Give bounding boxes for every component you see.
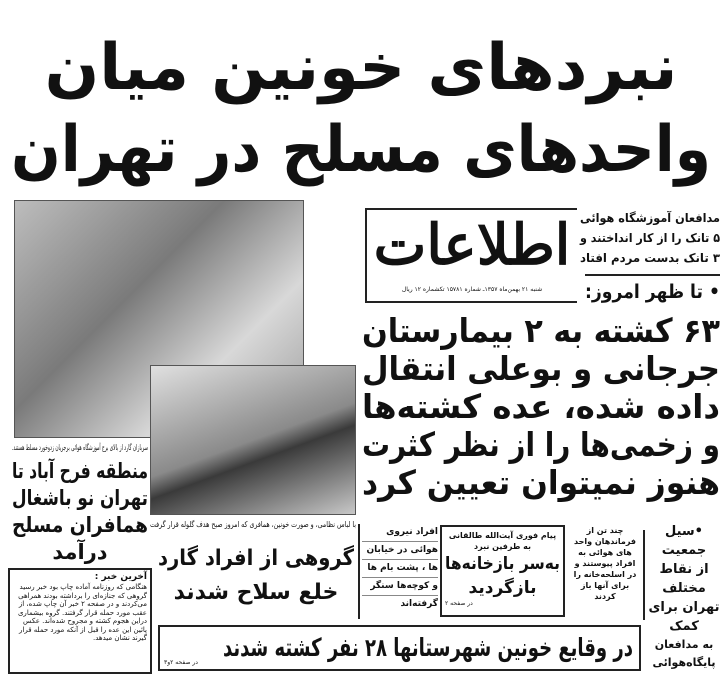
main-story-line: هنوز نمیتوان تعیین کرد bbox=[361, 463, 720, 502]
divider bbox=[585, 274, 720, 276]
note-line: مختلف bbox=[662, 581, 706, 596]
note-line: افراد نیروی bbox=[362, 524, 438, 542]
left-headline-line: منطقه فرح آباد تا bbox=[12, 459, 149, 483]
main-story bbox=[362, 312, 720, 502]
note-line: از نقاط bbox=[659, 562, 709, 577]
headline-line2: واحدهای مسلح در تهران bbox=[10, 113, 711, 187]
bottom-banner-ref: در صفحه ۲و۳ bbox=[164, 659, 198, 666]
note-line: تهران برای bbox=[648, 600, 720, 615]
note-line: چند تن از bbox=[586, 526, 624, 535]
main-story-line: جرجانی و بوعلی انتقال bbox=[361, 349, 720, 388]
sidebar-line: ۵ تانک را از کار انداختند و bbox=[579, 231, 720, 245]
taleghani-title: به‌سر بازخانه‌ها bbox=[445, 554, 560, 574]
taleghani-box bbox=[440, 525, 565, 617]
sidebar-line: ۳ تانک بدست مردم افتاد bbox=[580, 251, 720, 265]
photo1-caption: سربازان گارد از بالای برج آموزشگاه هوائی برجریان زدوخورد مسلط هستند. bbox=[12, 443, 149, 452]
guard-headline-line: گروهی از افراد گارد bbox=[157, 546, 354, 571]
main-story-line: و زخمی‌ها را از نظر کثرت bbox=[362, 425, 720, 464]
latest-body: هنگامی که روزنامه آماده چاپ بود خبر رسید گروهی که جنازه‌ای را برداشته بودند همراهی می‌کردند و در صفحه ۲ خبر آن چاپ شده، از عقب مورد حمله قرار گرفتند. گروه بیشماری دراین هجوم کشته و مجروح شده‌اند. عکس پائین این عده را قبل از آنکه مورد حمله قرار گیرند نشان میدهد. bbox=[17, 583, 147, 642]
taleghani-title: بازگردید bbox=[468, 578, 537, 598]
masthead-dateline: شنبه ۲۱ بهمن‌ماه ۱۳۵۷ـ شماره ۱۵۷۸۱ تکشماره ۱۲ ریال bbox=[401, 286, 543, 293]
note-line: کردند bbox=[594, 592, 616, 601]
airforce-note bbox=[362, 524, 438, 613]
note-line: •سیل bbox=[664, 524, 703, 539]
sidebar-top bbox=[580, 208, 720, 268]
commanders-note bbox=[569, 525, 641, 602]
taleghani-ref: در صفحه ۲ bbox=[445, 600, 473, 607]
main-story-line: داده شده، عده کشته‌ها bbox=[361, 387, 720, 426]
flood-note bbox=[648, 522, 720, 672]
note-line: کمک bbox=[669, 619, 699, 634]
note-line: گرفته‌اند bbox=[400, 599, 438, 609]
bottom-banner-text: در وقایع خونین شهرستانها ۲۸ نفر کشته شدند bbox=[222, 633, 633, 662]
note-line: هوائی در خیابان bbox=[362, 542, 438, 560]
note-line: برای آنها باز bbox=[580, 581, 630, 590]
divider bbox=[643, 530, 645, 620]
taleghani-kicker: به طرفین نبرد bbox=[474, 542, 531, 551]
photo-wounded-airman bbox=[150, 365, 356, 515]
note-line: های هوائی به bbox=[578, 548, 632, 557]
guard-headline-line: خلع سلاح شدند bbox=[173, 580, 339, 605]
masthead-title: اطلاعات bbox=[373, 212, 571, 278]
main-story-line: ۶۳ کشته به ۲ بیمارستان bbox=[361, 311, 720, 350]
sidebar-line: مدافعان آموزشگاه هوائی bbox=[580, 211, 720, 225]
taleghani-kicker: پیام فوری آیت‌الله طالقانی bbox=[448, 531, 557, 540]
note-line: در اسلحه‌خانه را bbox=[573, 570, 637, 579]
headline-line1: نبردهای خونین میان bbox=[44, 31, 678, 105]
masthead bbox=[365, 208, 577, 303]
left-headline-line: تهران نو باشغال bbox=[11, 486, 148, 510]
divider bbox=[358, 524, 360, 619]
note-line: جمعیت bbox=[661, 543, 707, 558]
note-line: پایگاه‌هوائی bbox=[652, 656, 716, 669]
note-line: به مدافعان bbox=[654, 638, 714, 651]
noon-label: • تا ظهر امروز: bbox=[585, 281, 720, 303]
note-line: و کوچه‌ها سنگر bbox=[362, 578, 438, 596]
photo2-caption: با لباس نظامی، و صورت خونین، همافری که امروز صبح هدف گلوله قرار گرفت bbox=[149, 520, 356, 529]
guard-headline bbox=[158, 542, 354, 610]
left-headline bbox=[12, 458, 148, 566]
note-line: افراد پیوستند و bbox=[574, 559, 636, 568]
left-headline-line: همافران مسلح bbox=[12, 513, 148, 537]
latest-news-box bbox=[8, 568, 152, 674]
note-line: فرماندهان واحد bbox=[573, 537, 637, 546]
latest-title: آخرین خبر : bbox=[94, 572, 147, 582]
note-line: ها ، پشت بام ها bbox=[362, 560, 438, 578]
bottom-banner bbox=[158, 625, 641, 671]
left-headline-line: درآمد bbox=[52, 540, 108, 564]
